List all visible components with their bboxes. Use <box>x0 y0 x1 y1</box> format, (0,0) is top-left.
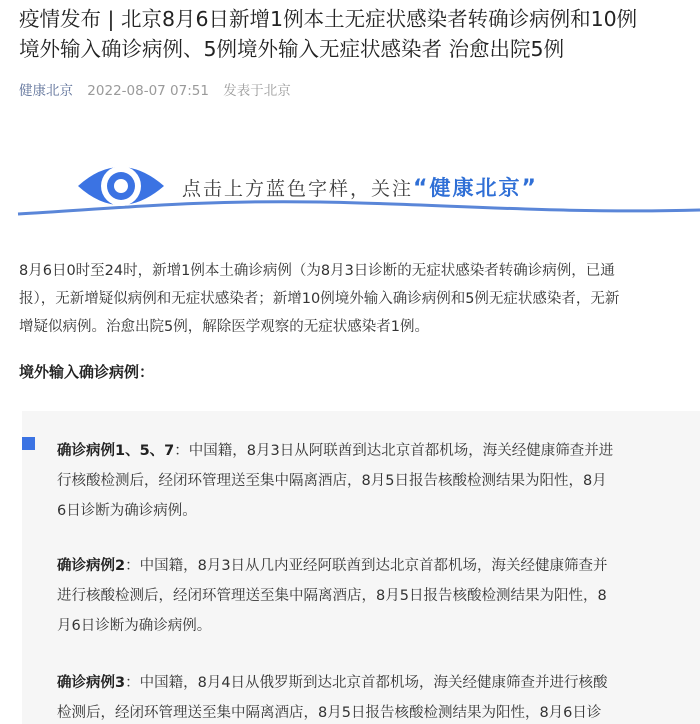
case-text: 检测后，经闭环管理送至集中隔离酒店，8月5日报告核酸检测结果为阳性，8月6日诊 <box>57 705 602 721</box>
summary-line: 8月6日0时至24时，新增1例本土确诊病例（为8月3日诊断的无症状感染者转确诊病例，已通 <box>19 263 615 279</box>
section-heading: 境外输入确诊病例： <box>19 363 155 381</box>
banner-prefix: 点击上方蓝色字样，关注 <box>182 178 414 200</box>
banner-quote-close: ” <box>521 176 538 201</box>
publish-location: 发表于北京 <box>223 83 291 99</box>
summary-line: 增疑似病例。治愈出院5例，解除医学观察的无症状感染者1例。 <box>19 319 429 335</box>
summary-paragraph <box>19 257 700 341</box>
case-label: 确诊病例3 <box>57 675 126 691</box>
title-line-2: 境外输入确诊病例、5例境外输入无症状感染者 治愈出院5例 <box>19 37 565 61</box>
publish-date: 2022-08-07 07:51 <box>87 83 209 99</box>
title-line-1: 疫情发布 | 北京8月6日新增1例本土无症状感染者转确诊病例和10例 <box>19 7 638 31</box>
square-bullet-icon <box>22 437 35 450</box>
banner-quote-open: “ <box>413 176 430 201</box>
case-item <box>57 551 677 641</box>
case-text: 6日诊断为确诊病例。 <box>57 503 197 519</box>
case-text: 月6日诊断为确诊病例。 <box>57 618 212 634</box>
case-label: 确诊病例2 <box>57 558 126 574</box>
account-name-link[interactable]: 健康北京 <box>19 83 73 99</box>
article-title <box>19 4 699 64</box>
article-meta <box>19 79 291 99</box>
summary-line: 报），无新增疑似病例和无症状感染者；新增10例境外输入确诊病例和5例无症状感染者，无新 <box>19 291 620 307</box>
banner-text <box>182 172 538 202</box>
banner-brand-link[interactable]: 健康北京 <box>429 176 522 200</box>
case-text: ：中国籍，8月3日从几内亚经阿联酋到达北京首都机场，海关经健康筛查并 <box>125 558 608 574</box>
case-text: 进行核酸检测后，经闭环管理送至集中隔离酒店，8月5日报告核酸检测结果为阳性，8 <box>57 588 607 604</box>
case-text: ：中国籍，8月3日从阿联酋到达北京首都机场，海关经健康筛查并进 <box>174 443 614 459</box>
case-label: 确诊病例1、5、7 <box>57 443 175 459</box>
eye-icon <box>78 166 164 206</box>
case-text: ：中国籍，8月4日从俄罗斯到达北京首都机场，海关经健康筛查并进行核酸 <box>125 675 608 691</box>
case-text: 行核酸检测后，经闭环管理送至集中隔离酒店，8月5日报告核酸检测结果为阳性，8月 <box>57 473 607 489</box>
case-item <box>57 436 677 526</box>
case-item <box>57 668 677 724</box>
